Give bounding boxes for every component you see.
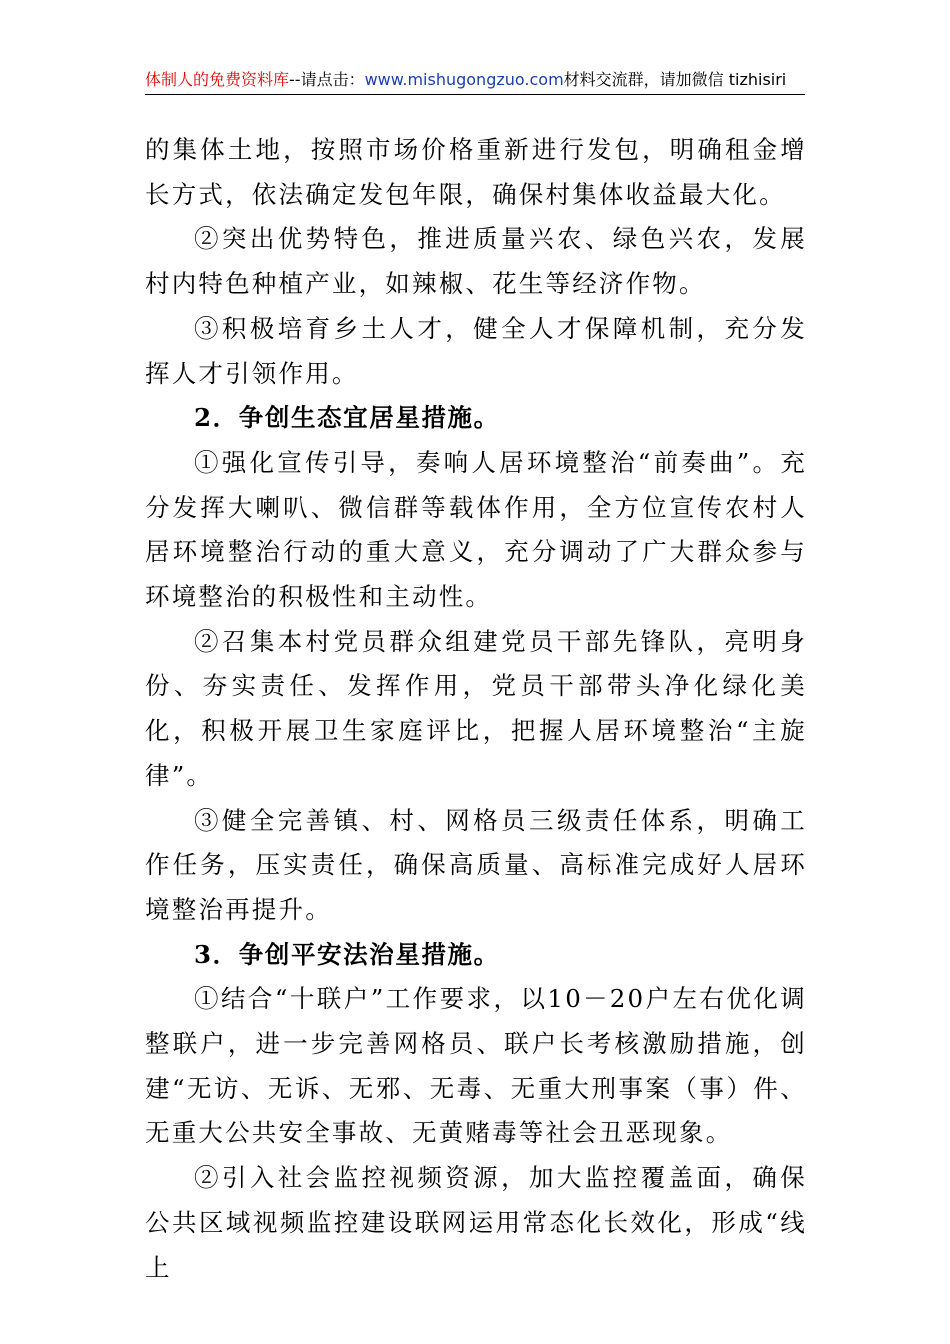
paragraph-safety-1: ①结合“十联户”工作要求，以10－20户左右优化调整联户，进一步完善网格员、联户长考核激励措施，创建“无访、无诉、无邪、无毒、无重大刑事案（事）件、无重大公共安全事故、无黄赌毒等社会丑恶现象。 xyxy=(145,984,807,1148)
paragraph-ecology-1: ①强化宣传引导，奏响人居环境整治“前奏曲”。充分发挥大喇叭、微信群等载体作用，全方位宣传农村人居环境整治行动的重大意义，充分调动了广大群众参与环境整治的积极性和主动性。 xyxy=(145,447,807,612)
paragraph-ecology-2: ②召集本村党员群众组建党员干部先锋队，亮明身份、夯实责任、发挥作用，党员干部带头净化绿化美化，积极开展卫生家庭评比，把握人居环境整治“主旋律”。 xyxy=(145,626,807,790)
section-heading-safety: 3．争创平安法治星措施。 xyxy=(194,939,500,969)
paragraph-measure-2: ②突出优势特色，推进质量兴农、绿色兴农，发展村内特色种植产业，如辣椒、花生等经济作物。 xyxy=(145,224,807,299)
document-body xyxy=(145,128,807,1290)
header-brand: 体制人的免费资料库 xyxy=(145,70,290,89)
paragraph-measure-3: ③积极培育乡土人才，健全人才保障机制，充分发挥人才引领作用。 xyxy=(145,313,807,388)
paragraph-continued: 的集体土地，按照市场价格重新进行发包，明确租金增长方式，依法确定发包年限，确保村集体收益最大化。 xyxy=(145,135,807,209)
section-heading-ecology: 2．争创生态宜居星措施。 xyxy=(194,403,500,433)
header-url-link[interactable]: www.mishugongzuo.com xyxy=(364,70,564,89)
page-header xyxy=(145,66,805,95)
header-click-text: --请点击： xyxy=(289,70,365,89)
header-suffix: 材料交流群，请加微信 tizhisiri xyxy=(563,70,787,89)
paragraph-ecology-3: ③健全完善镇、村、网格员三级责任体系，明确工作任务，压实责任，确保高质量、高标准完成好人居环境整治再提升。 xyxy=(145,805,807,924)
paragraph-safety-2: ②引入社会监控视频资源，加大监控覆盖面，确保公共区域视频监控建设联网运用常态化长效化，形成“线上 xyxy=(145,1163,807,1282)
